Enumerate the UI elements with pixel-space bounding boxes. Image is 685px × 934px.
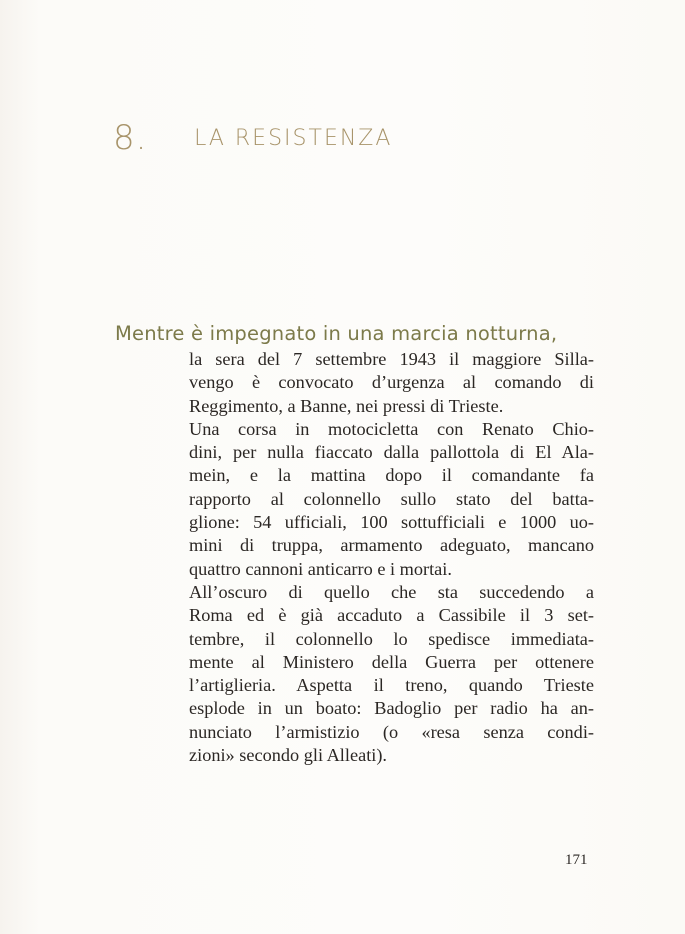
body-line: mini di truppa, armamento adeguato, mancano (189, 535, 594, 556)
body-line: vengo è convocato d’urgenza al comando di (189, 372, 594, 393)
body-line: la sera del 7 settembre 1943 il maggiore Silla- (189, 349, 594, 369)
body-line: Roma ed è già accaduto a Cassibile il 3 set- (189, 605, 594, 626)
body-line: All’oscuro di quello che sta succedendo a (189, 581, 594, 602)
body-line: Reggimento, a Banne, nei pressi di Trieste. (189, 395, 504, 416)
body-line: esplode in un boato: Badoglio per radio ha an- (189, 698, 594, 719)
body-line: quattro cannoni anticarro e i mortai. (189, 558, 452, 579)
body-line: glione: 54 ufficiali, 100 sottufficiali e 1000 uo- (189, 512, 594, 533)
chapter-heading (113, 118, 392, 158)
body-paragraph (189, 348, 594, 767)
body-line: rapporto al colonnello sullo stato del batta- (189, 488, 594, 509)
body-line: mein, e la mattina dopo il comandante fa (189, 465, 594, 486)
body-line: nunciato l’armistizio (o «resa senza condi- (189, 721, 594, 742)
page-number: 171 (565, 852, 588, 868)
body-line: zioni» secondo gli Alleati). (189, 745, 388, 766)
chapter-number: 8. (113, 118, 148, 158)
lead-sentence: Mentre è impegnato in una marcia notturna, (115, 322, 558, 345)
body-line: tembre, il colonnello lo spedisce immediata- (189, 628, 594, 649)
chapter-title: LA RESISTENZA (194, 126, 393, 151)
body-line: Una corsa in motocicletta con Renato Chio- (189, 418, 594, 439)
body-line: l’artiglieria. Aspetta il treno, quando Trieste (189, 675, 594, 696)
body-line: mente al Ministero della Guerra per ottenere (189, 651, 594, 672)
body-line: dini, per nulla fiaccato dalla pallottola di El Ala- (189, 442, 594, 463)
